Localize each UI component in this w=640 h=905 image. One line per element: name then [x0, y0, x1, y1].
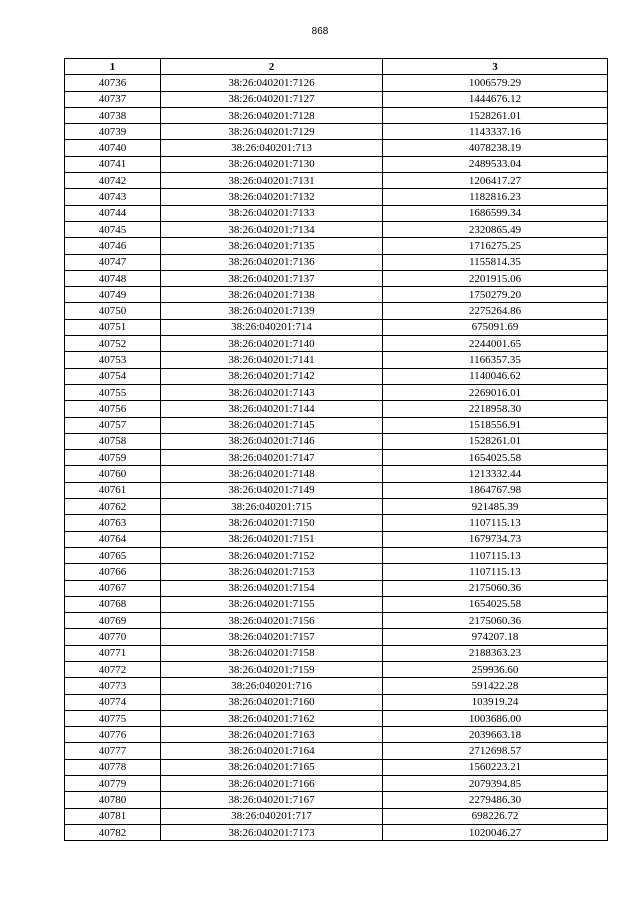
value-cell: 1560223.21 [383, 759, 608, 775]
table-body [65, 75, 608, 841]
row-number-cell: 40737 [65, 91, 161, 107]
value-cell: 1107115.13 [383, 515, 608, 531]
value-cell: 1107115.13 [383, 564, 608, 580]
row-number-cell: 40768 [65, 596, 161, 612]
row-number-cell: 40736 [65, 75, 161, 91]
table-row [65, 710, 608, 726]
table-row [65, 743, 608, 759]
value-cell: 1182816.23 [383, 189, 608, 205]
cadastral-number-cell: 38:26:040201:715 [161, 499, 383, 515]
table-row [65, 645, 608, 661]
cadastral-number-cell: 38:26:040201:7138 [161, 287, 383, 303]
value-cell: 1716275.25 [383, 238, 608, 254]
value-cell: 675091.69 [383, 319, 608, 335]
value-cell: 1143337.16 [383, 124, 608, 140]
table-row [65, 596, 608, 612]
row-number-cell: 40765 [65, 547, 161, 563]
table-row [65, 107, 608, 123]
cadastral-number-cell: 38:26:040201:7134 [161, 221, 383, 237]
table-row [65, 776, 608, 792]
cadastral-number-cell: 38:26:040201:716 [161, 678, 383, 694]
row-number-cell: 40757 [65, 417, 161, 433]
value-cell: 1518556.91 [383, 417, 608, 433]
cadastral-number-cell: 38:26:040201:7141 [161, 352, 383, 368]
row-number-cell: 40743 [65, 189, 161, 205]
value-cell: 2712698.57 [383, 743, 608, 759]
value-cell: 2279486.30 [383, 792, 608, 808]
row-number-cell: 40776 [65, 727, 161, 743]
cadastral-number-cell: 38:26:040201:7167 [161, 792, 383, 808]
table-row [65, 384, 608, 400]
value-cell: 698226.72 [383, 808, 608, 824]
cadastral-number-cell: 38:26:040201:7149 [161, 482, 383, 498]
table-row [65, 759, 608, 775]
table-row [65, 303, 608, 319]
cadastral-number-cell: 38:26:040201:714 [161, 319, 383, 335]
cadastral-number-cell: 38:26:040201:7146 [161, 433, 383, 449]
value-cell: 1006579.29 [383, 75, 608, 91]
table-row [65, 792, 608, 808]
cadastral-number-cell: 38:26:040201:7164 [161, 743, 383, 759]
row-number-cell: 40756 [65, 401, 161, 417]
table-row [65, 694, 608, 710]
table-row [65, 336, 608, 352]
cadastral-number-cell: 38:26:040201:7129 [161, 124, 383, 140]
value-cell: 1155814.35 [383, 254, 608, 270]
table-row [65, 678, 608, 694]
data-table [64, 58, 608, 841]
table-row [65, 580, 608, 596]
cadastral-number-cell: 38:26:040201:7154 [161, 580, 383, 596]
row-number-cell: 40752 [65, 336, 161, 352]
row-number-cell: 40767 [65, 580, 161, 596]
row-number-cell: 40762 [65, 499, 161, 515]
row-number-cell: 40749 [65, 287, 161, 303]
table-row [65, 91, 608, 107]
cadastral-number-cell: 38:26:040201:7152 [161, 547, 383, 563]
row-number-cell: 40770 [65, 629, 161, 645]
value-cell: 1654025.58 [383, 596, 608, 612]
cadastral-number-cell: 38:26:040201:7130 [161, 156, 383, 172]
value-cell: 1528261.01 [383, 107, 608, 123]
cadastral-number-cell: 38:26:040201:7131 [161, 173, 383, 189]
cadastral-number-cell: 38:26:040201:7160 [161, 694, 383, 710]
value-cell: 2201915.06 [383, 270, 608, 286]
table-row [65, 482, 608, 498]
cadastral-number-cell: 38:26:040201:7155 [161, 596, 383, 612]
row-number-cell: 40758 [65, 433, 161, 449]
table-row [65, 401, 608, 417]
row-number-cell: 40769 [65, 613, 161, 629]
table-row [65, 156, 608, 172]
cadastral-number-cell: 38:26:040201:7127 [161, 91, 383, 107]
row-number-cell: 40772 [65, 661, 161, 677]
cadastral-number-cell: 38:26:040201:7150 [161, 515, 383, 531]
row-number-cell: 40781 [65, 808, 161, 824]
cadastral-number-cell: 38:26:040201:7140 [161, 336, 383, 352]
value-cell: 1864767.98 [383, 482, 608, 498]
table-row [65, 433, 608, 449]
cadastral-number-cell: 38:26:040201:7153 [161, 564, 383, 580]
value-cell: 1107115.13 [383, 547, 608, 563]
value-cell: 103919.24 [383, 694, 608, 710]
table-row [65, 319, 608, 335]
table-row [65, 629, 608, 645]
value-cell: 1686599.34 [383, 205, 608, 221]
cadastral-number-cell: 38:26:040201:7148 [161, 466, 383, 482]
value-cell: 591422.28 [383, 678, 608, 694]
value-cell: 2175060.36 [383, 580, 608, 596]
row-number-cell: 40761 [65, 482, 161, 498]
column-header-2: 2 [161, 59, 383, 75]
table-row [65, 450, 608, 466]
row-number-cell: 40741 [65, 156, 161, 172]
table-row [65, 727, 608, 743]
table-row [65, 547, 608, 563]
cadastral-number-cell: 38:26:040201:7136 [161, 254, 383, 270]
row-number-cell: 40771 [65, 645, 161, 661]
cadastral-number-cell: 38:26:040201:7147 [161, 450, 383, 466]
row-number-cell: 40746 [65, 238, 161, 254]
value-cell: 2079394.85 [383, 776, 608, 792]
row-number-cell: 40773 [65, 678, 161, 694]
cadastral-number-cell: 38:26:040201:7144 [161, 401, 383, 417]
row-number-cell: 40750 [65, 303, 161, 319]
table-row [65, 499, 608, 515]
row-number-cell: 40777 [65, 743, 161, 759]
cadastral-number-cell: 38:26:040201:7145 [161, 417, 383, 433]
cadastral-number-cell: 38:26:040201:7156 [161, 613, 383, 629]
cadastral-number-cell: 38:26:040201:7166 [161, 776, 383, 792]
cadastral-number-cell: 38:26:040201:7143 [161, 384, 383, 400]
row-number-cell: 40782 [65, 824, 161, 840]
value-cell: 2489533.04 [383, 156, 608, 172]
value-cell: 1003686.00 [383, 710, 608, 726]
value-cell: 2175060.36 [383, 613, 608, 629]
cadastral-number-cell: 38:26:040201:7137 [161, 270, 383, 286]
value-cell: 259936.60 [383, 661, 608, 677]
value-cell: 2039663.18 [383, 727, 608, 743]
row-number-cell: 40766 [65, 564, 161, 580]
table-row [65, 352, 608, 368]
table-row [65, 75, 608, 91]
table-header-row [65, 59, 608, 75]
row-number-cell: 40740 [65, 140, 161, 156]
cadastral-number-cell: 38:26:040201:7128 [161, 107, 383, 123]
table-row [65, 270, 608, 286]
cadastral-number-cell: 38:26:040201:7157 [161, 629, 383, 645]
row-number-cell: 40779 [65, 776, 161, 792]
page-number: 868 [311, 26, 329, 37]
row-number-cell: 40759 [65, 450, 161, 466]
table-row [65, 238, 608, 254]
row-number-cell: 40760 [65, 466, 161, 482]
value-cell: 2320865.49 [383, 221, 608, 237]
cadastral-number-cell: 38:26:040201:7126 [161, 75, 383, 91]
table-row [65, 515, 608, 531]
row-number-cell: 40748 [65, 270, 161, 286]
value-cell: 1206417.27 [383, 173, 608, 189]
row-number-cell: 40747 [65, 254, 161, 270]
value-cell: 2188363.23 [383, 645, 608, 661]
table-row [65, 808, 608, 824]
table-row [65, 417, 608, 433]
column-header-3: 3 [383, 59, 608, 75]
value-cell: 2275264.86 [383, 303, 608, 319]
row-number-cell: 40755 [65, 384, 161, 400]
table-row [65, 205, 608, 221]
cadastral-number-cell: 38:26:040201:7135 [161, 238, 383, 254]
table-row [65, 173, 608, 189]
value-cell: 1020046.27 [383, 824, 608, 840]
row-number-cell: 40780 [65, 792, 161, 808]
value-cell: 921485.39 [383, 499, 608, 515]
row-number-cell: 40775 [65, 710, 161, 726]
table-row [65, 824, 608, 840]
cadastral-number-cell: 38:26:040201:7151 [161, 531, 383, 547]
row-number-cell: 40745 [65, 221, 161, 237]
table-row [65, 564, 608, 580]
value-cell: 1654025.58 [383, 450, 608, 466]
row-number-cell: 40754 [65, 368, 161, 384]
column-header-1: 1 [65, 59, 161, 75]
row-number-cell: 40738 [65, 107, 161, 123]
value-cell: 2244001.65 [383, 336, 608, 352]
table-row [65, 287, 608, 303]
value-cell: 1444676.12 [383, 91, 608, 107]
row-number-cell: 40774 [65, 694, 161, 710]
cadastral-number-cell: 38:26:040201:7173 [161, 824, 383, 840]
table-row [65, 189, 608, 205]
table-row [65, 531, 608, 547]
cadastral-number-cell: 38:26:040201:7165 [161, 759, 383, 775]
cadastral-number-cell: 38:26:040201:7163 [161, 727, 383, 743]
cadastral-number-cell: 38:26:040201:7159 [161, 661, 383, 677]
value-cell: 1213332.44 [383, 466, 608, 482]
row-number-cell: 40764 [65, 531, 161, 547]
value-cell: 1166357.35 [383, 352, 608, 368]
row-number-cell: 40751 [65, 319, 161, 335]
value-cell: 2218958.30 [383, 401, 608, 417]
cadastral-number-cell: 38:26:040201:7133 [161, 205, 383, 221]
value-cell: 1750279.20 [383, 287, 608, 303]
cadastral-number-cell: 38:26:040201:7139 [161, 303, 383, 319]
table-row [65, 140, 608, 156]
cadastral-number-cell: 38:26:040201:7132 [161, 189, 383, 205]
cadastral-number-cell: 38:26:040201:7142 [161, 368, 383, 384]
row-number-cell: 40763 [65, 515, 161, 531]
value-cell: 2269016.01 [383, 384, 608, 400]
table-row [65, 368, 608, 384]
row-number-cell: 40744 [65, 205, 161, 221]
value-cell: 974207.18 [383, 629, 608, 645]
cadastral-number-cell: 38:26:040201:7158 [161, 645, 383, 661]
row-number-cell: 40742 [65, 173, 161, 189]
cadastral-number-cell: 38:26:040201:7162 [161, 710, 383, 726]
value-cell: 4078238.19 [383, 140, 608, 156]
row-number-cell: 40778 [65, 759, 161, 775]
value-cell: 1528261.01 [383, 433, 608, 449]
table-row [65, 254, 608, 270]
table-row [65, 124, 608, 140]
row-number-cell: 40753 [65, 352, 161, 368]
table-row [65, 661, 608, 677]
row-number-cell: 40739 [65, 124, 161, 140]
cadastral-number-cell: 38:26:040201:717 [161, 808, 383, 824]
cadastral-number-cell: 38:26:040201:713 [161, 140, 383, 156]
value-cell: 1679734.73 [383, 531, 608, 547]
table-row [65, 466, 608, 482]
table-row [65, 221, 608, 237]
table-row [65, 613, 608, 629]
value-cell: 1140046.62 [383, 368, 608, 384]
